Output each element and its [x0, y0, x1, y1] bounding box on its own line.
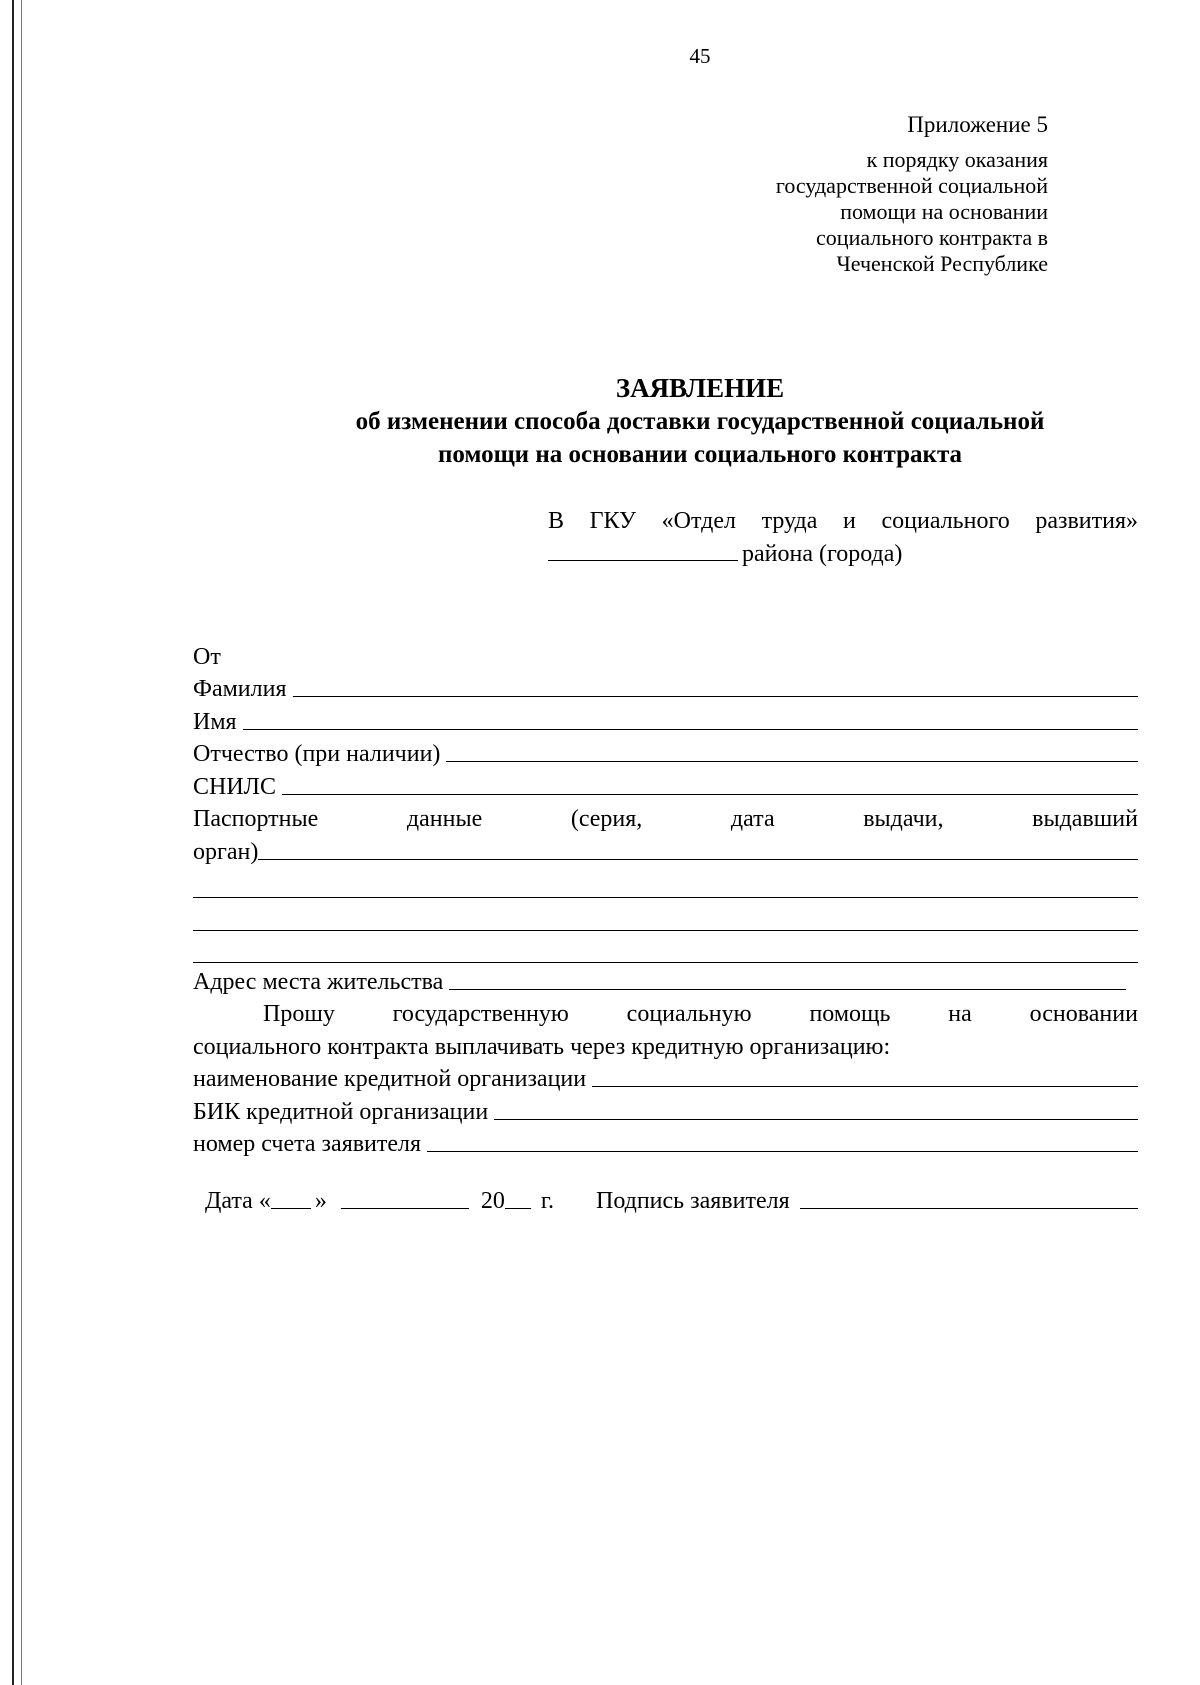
date-month-field[interactable] [341, 1188, 469, 1209]
address-field[interactable] [449, 989, 1126, 990]
passport-extra-line[interactable] [193, 866, 1138, 899]
passport-word: выдавший [1032, 806, 1138, 832]
appendix-line: социального контракта в [816, 225, 1048, 250]
account-row [193, 1126, 1138, 1159]
appendix-block [776, 112, 1048, 277]
appendix-line: к порядку оказания [866, 147, 1048, 172]
passport-cont-label: орган) [193, 838, 259, 865]
recipient-word: труда [761, 508, 818, 534]
request-word: помощь [809, 1001, 891, 1027]
request-cont-text: социального контракта выплачивать через кредитную организацию: [193, 1033, 891, 1060]
account-field[interactable] [427, 1151, 1138, 1152]
appendix-line: государственной социальной [775, 173, 1048, 198]
signature-label: Подпись заявителя [595, 1188, 790, 1214]
snils-row [193, 768, 1138, 801]
address-row [193, 963, 1138, 996]
surname-label: Фамилия [193, 676, 287, 702]
request-word: основании [1029, 1001, 1138, 1027]
from-row [193, 638, 1138, 671]
scan-binding-edge [12, 0, 22, 1685]
request-word: на [948, 1001, 972, 1027]
snils-field[interactable] [282, 794, 1138, 795]
from-label: От [193, 643, 221, 670]
appendix-line: Чеченской Республике [836, 251, 1048, 276]
signature-field[interactable] [800, 1188, 1138, 1209]
recipient-line-2 [548, 538, 1138, 571]
surname-row [193, 671, 1138, 704]
bank-name-field[interactable] [592, 1086, 1138, 1087]
page-number: 45 [689, 44, 711, 68]
patronymic-label: Отчество (при наличии) [193, 741, 441, 767]
recipient-word: «Отдел [661, 508, 736, 534]
passport-row [193, 801, 1138, 834]
request-cont-row [193, 1028, 1138, 1061]
passport-word: дата [730, 806, 775, 832]
recipient-word: В [548, 508, 565, 534]
request-word: социальную [626, 1001, 752, 1027]
title-subtitle-line: об изменении способа доставки государственной социальной [355, 408, 1045, 435]
bik-row [193, 1093, 1138, 1126]
date-signature-row [205, 1188, 1138, 1215]
name-label: Имя [193, 708, 237, 735]
recipient-word: развития» [1035, 508, 1138, 534]
name-field[interactable] [243, 729, 1138, 730]
appendix-line: помощи на основании [840, 199, 1048, 224]
passport-word: выдачи, [863, 806, 944, 832]
surname-field[interactable] [293, 696, 1138, 697]
request-word: Прошу [263, 1001, 335, 1027]
passport-word: данные [406, 806, 483, 832]
address-label: Адрес места жительства [193, 968, 444, 995]
passport-word: (серия, [570, 806, 643, 832]
year-suffix: г. [540, 1188, 554, 1214]
bank-name-row [193, 1061, 1138, 1094]
passport-cont-row [193, 833, 1138, 866]
recipient-word: ГКУ [589, 508, 637, 534]
passport-field[interactable] [258, 859, 1138, 860]
name-row [193, 703, 1138, 736]
passport-extra-line[interactable] [193, 898, 1138, 931]
request-word: государственную [392, 1001, 569, 1027]
bik-field[interactable] [494, 1119, 1138, 1120]
year-prefix: 20 [480, 1188, 505, 1214]
recipient-line-1 [548, 505, 1138, 538]
bik-label: БИК кредитной организации [193, 1098, 489, 1125]
recipient-word: социального [881, 508, 1010, 534]
passport-word: Паспортные [193, 806, 319, 832]
district-label: района (города) [742, 541, 903, 567]
recipient-block [548, 505, 1138, 571]
date-year-field[interactable] [505, 1188, 531, 1209]
request-row [193, 996, 1138, 1029]
appendix-title: Приложение 5 [907, 112, 1048, 137]
patronymic-field[interactable] [446, 761, 1138, 762]
date-day-field[interactable] [271, 1188, 311, 1209]
recipient-word: и [843, 508, 856, 534]
account-label: номер счета заявителя [193, 1131, 422, 1157]
date-close-quote: » [314, 1188, 327, 1214]
bank-name-label: наименование кредитной организации [193, 1066, 587, 1092]
patronymic-row [193, 736, 1138, 769]
passport-extra-line[interactable] [193, 931, 1138, 964]
district-blank-field[interactable] [548, 538, 738, 561]
snils-label: СНИЛС [193, 773, 276, 800]
date-label: Дата « [205, 1188, 271, 1214]
document-title [0, 372, 1200, 471]
title-heading: ЗАЯВЛЕНИЕ [615, 373, 785, 403]
title-subtitle-line: помощи на основании социального контракта [437, 441, 963, 468]
applicant-form [193, 638, 1138, 1158]
